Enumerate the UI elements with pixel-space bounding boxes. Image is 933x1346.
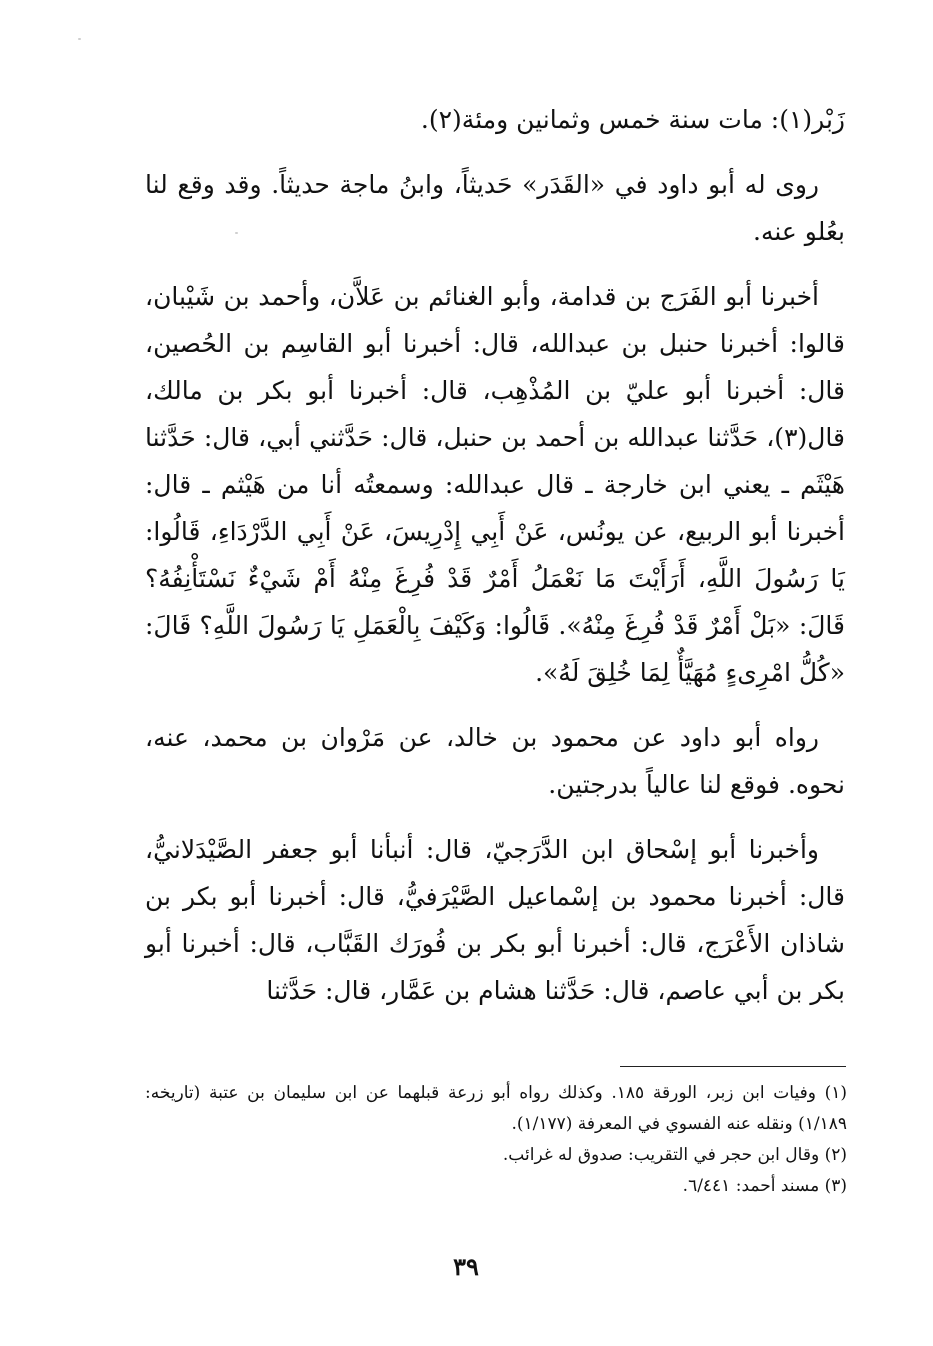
- footnote-divider: [620, 1066, 846, 1067]
- paragraph-second-isnad: وأخبرنا أبو إسْحاق ابن الدَّرَجيّ، قال: أنبأنا أبو جعفر الصَّيْدَلانيُّ، قال: أخبرنا محمود بن إسْماعيل الصَّيْرَفيُّ، قال: أخبرنا أبو بكر بن شاذان الأَعْرَج، قال: أخبرنا أبو بكر بن فُورَك القَبَّاب، قال: أخبرنا أبو بكر بن أبي عاصم، قال: حَدَّثنا هشام بن عَمَّار، قال: حَدَّثنا: [145, 835, 845, 1005]
- paragraph-takhrij: رواه أبو داود عن محمود بن خالد، عن مَرْوان بن محمد، عنه، نحوه. فوقع لنا عالياً بدرجتين.: [145, 723, 845, 799]
- paragraph-hadith-isnad: أخبرنا أبو الفَرَج بن قدامة، وأبو الغنائم بن عَلاَّن، وأحمد بن شَيْبان، قالوا: أخبرنا حنبل بن عبدالله، قال: أخبرنا أبو القاسِم بن الحُصين، قال: أخبرنا أبو عليّ بن المُذْهِب، قال: أخبرنا أبو بكر بن مالك، قال(٣)، حَدَّثنا عبدالله بن أحمد بن حنبل، قال: حَدَّثني أبي، قال: حَدَّثنا هَيْثَم ـ يعني ابن خارجة ـ قال عبدالله: وسمعتُه أنا من هَيْثم ـ قال: أخبرنا أبو الربيع، عن يونُس، عَنْ أَبِي إِدْرِيسَ، عَنْ أَبِي الدَّرْدَاءِ، قَالُوا: يَا رَسُولَ اللَّهِ، أَرَأَيْتَ مَا نَعْمَلُ أَمْرٌ قَدْ فُرِغَ مِنْهُ أَمْ شَيْءٌ نَسْتَأْنِفُهُ؟ قَالَ: «بَلْ أَمْرٌ قَدْ فُرِغَ مِنْهُ». قَالُوا: وَكَيْفَ بِالْعَمَلِ يَا رَسُولَ اللَّهِ؟ قَالَ: «كُلُّ امْرِىءٍ مُهَيَّأٌ لِمَا خُلِقَ لَهُ».: [145, 282, 845, 687]
- main-text: [145, 96, 845, 1032]
- scan-speck: [78, 38, 81, 40]
- paragraph-intro: زَبْر(١): مات سنة خمس وثمانين ومئة(٢).: [420, 105, 845, 134]
- footnote-3: (٣) مسند أحمد: ٦/٤٤١.: [682, 1176, 847, 1196]
- footnote-1: (١) وفيات ابن زبر، الورقة ١٨٥. وكذلك رواه أبو زرعة قبلهما عن ابن سليمان بن عتبة (تاريخه: ١/١٨٩) ونقله عنه الفسوي في المعرفة (١/١٧٧).: [145, 1083, 848, 1134]
- footnote-2: (٢) وقال ابن حجر في التقريب: صدوق له غرائب.: [502, 1145, 847, 1165]
- page-number: ٣٩: [453, 1252, 479, 1281]
- footnotes: [145, 1078, 847, 1202]
- paragraph-riwaya: روى له أبو داود في «القَدَر» حَديثاً، وابنُ ماجة حديثاً. وقد وقع لنا بعُلو عنه.: [145, 170, 845, 246]
